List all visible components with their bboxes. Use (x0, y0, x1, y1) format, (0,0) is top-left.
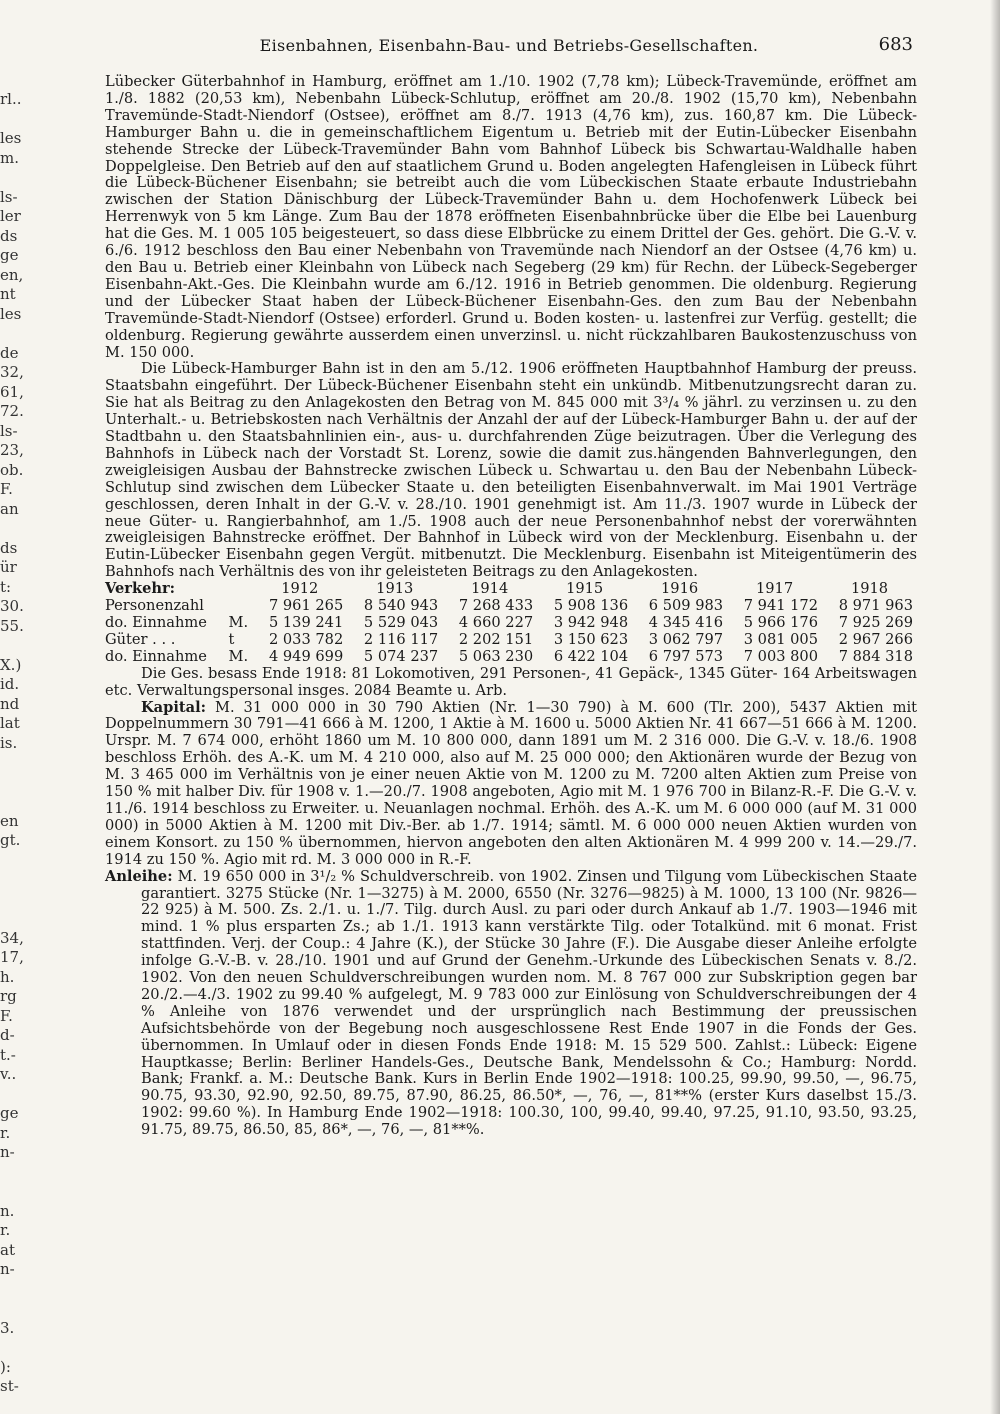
margin-fragment (0, 851, 34, 871)
margin-fragment: nt (0, 285, 16, 303)
margin-fragment: ler (0, 207, 21, 225)
anleihe-label: Anleihe: (105, 867, 173, 885)
year-header: 1917 (755, 580, 794, 598)
verkehr-table (105, 581, 917, 666)
verkehr-cell: 3 150 623 (553, 630, 629, 648)
margin-fragment: 32, (0, 363, 24, 381)
margin-fragment (0, 168, 34, 188)
verkehr-cell: 7 884 318 (838, 647, 913, 665)
verkehr-cell: 5 074 237 (363, 647, 439, 665)
verkehr-cell: 3 942 948 (553, 614, 629, 631)
adjacent-page-margin (0, 90, 34, 1410)
margin-fragment: id. (0, 675, 20, 693)
margin-fragment: 34, (0, 928, 24, 947)
year-header: 1913 (376, 580, 414, 598)
kapital-text: M. 31 000 000 in 30 790 Aktien (Nr. 1—30 790) à M. 600 (Tlr. 200), 5437 Aktien mit Doppelnummern 30 791—41 666 à M. 1200, 1 Aktie à M. 1600 u. 5000 Aktien Nr. 41 667—51 666 à M. 1200. Urspr. M. 7 674 000, erhöht 1860 um M. 10 800 000, dann 1891 um M. 2 316 000. Die G.-V. v. 18./6. 1908 beschloss Erhöh. des A.-K. um M. 4 210 000, also auf M. 25 000 000; den Aktionären wurde der Bezug von M. 3 465 000 im Verhältnis von je einer neuen Aktie von M. 1200 zu M. 7200 alten Aktien zum Preise von 150 % mit halber Div. für 1908 v. 1.—20./7. 1908 angeboten, Agio mit M. 1 976 700 in Bilanz-R.-F. Die G.-V. v. 11./6. 1914 beschloss zu Erweiter. u. Neuanlagen nochmal. Erhöh. des A.-K. um M. 6 000 000 (auf M. 31 000 000) in 5000 Aktien à M. 1200 mit Div.-Ber. ab 1./7. 1914; sämtl. M. 6 000 000 neuen Aktien wurden von einem Konsort. zu 150 % übernommen, hiervon angeboten den alten Aktionären M. 4 999 200 v. 14.—29./7. 1914 zu 150 %. Agio mit rd. M. 3 000 000 in R.-F. (105, 698, 917, 868)
margin-fragment (0, 636, 34, 656)
verkehr-cell: 7 003 800 (743, 647, 819, 665)
anleihe-text: M. 19 650 000 in 3¹/₂ % Schuldverschreib. von 1902. Zinsen und Tilgung vom Lübeckischen Staate garantiert. 3275 Stücke (Nr. 1—3275) à M. 2000, 6550 (Nr. 3276—9825) à M. 1000, 13 100 (Nr. 9826—22 925) à M. 500. Zs. 2./1. u. 1./7. Tilg. durch Ausl. zu pari oder durch Ankauf ab 1./7. 1903—1946 mit mind. 1 % plus ersparten Zs.; ab 1./1. 1913 kann verstärkte Tilg. oder Totalkünd. mit 6 monat. Frist stattfinden. Verj. der Coup.: 4 Jahre (K.), der Stücke 30 Jahre (F.). Die Ausgabe dieser Anleihe erfolgte infolge G.-V.-B. v. 28./10. 1901 und auf Grund der Genehm.-Urkunde des Lübeckischen Senats v. 8./2. 1902. Von den neuen Schuldverschreibungen wurden nom. M. 8 767 000 zur Subskription gegen bar 20./2.—4./3. 1902 zu 99.40 % aufgelegt, M. 9 783 000 zur Einlösung von Schuldverschreibungen der 4 % Anleihe von 1876 verwendet und der ursprünglich nach Bestimmung der preussischen Aufsichtsbehörde von der Begebung noch ausgeschlossene Rest Ende 1907 in die Fonds der Ges. übernommen. In Umlauf oder in diesen Fonds Ende 1918: M. 15 529 500. Zahlst.: Lübeck: Eigene Hauptkasse; Berlin: Berliner Handels-Ges., Deutsche Bank, Mendelssohn & Co.; Hamburg: Nordd. Bank; Frankf. a. M.: Deutsche Bank. Kurs in Berlin Ende 1902—1918: 100.25, 99.90, 99.50, —, 96.75, 90.75, 93.30, 92.90, 92.50, 89.75, 87.90, 86.25, 86.50*, —, 76, —, 81**% (erster Kurs daselbst 15./3. 1902: 99.60 %). In Hamburg Ende 1902—1918: 100.30, 100, 99.40, 99.40, 97.25, 91.10, 93.50, 93.25, 91.75, 89.75, 86.50, 85, 86*, —, 76, —, 81**%. (141, 867, 917, 1139)
verkehr-row (105, 615, 917, 632)
margin-fragment (0, 110, 34, 130)
margin-fragment: ob. (0, 460, 24, 479)
margin-fragment: F. (0, 480, 13, 498)
margin-fragment: les (0, 129, 22, 147)
margin-fragment: ds (0, 226, 18, 245)
verkehr-cell: 2 967 266 (838, 630, 913, 648)
margin-fragment: nd (0, 694, 20, 713)
verkehr-row (105, 649, 917, 666)
margin-fragment: ): (0, 1357, 11, 1376)
margin-fragment: lat (0, 714, 20, 732)
year-header: 1914 (471, 580, 509, 598)
margin-fragment: n- (0, 1260, 15, 1278)
paragraph-bestand: Die Ges. besass Ende 1918: 81 Lokomotiven, 291 Personen-, 41 Gepäck-, 1345 Güter- 164 Arbeitswagen etc. Verwaltungspersonal insges. 2084 Beamte u. Arb. (105, 664, 917, 699)
verkehr-cell: 5 063 230 (458, 647, 534, 665)
margin-fragment: is. (0, 733, 18, 752)
margin-fragment: ür (0, 558, 17, 576)
page-edge-shadow (990, 0, 1000, 1414)
verkehr-row-label: Güter . . . (105, 630, 176, 648)
verkehr-cell: 8 540 943 (363, 597, 439, 615)
margin-fragment: n. (0, 1201, 15, 1220)
verkehr-row-unit (229, 598, 253, 615)
anleihe-section (105, 869, 917, 1140)
verkehr-cell: 6 422 104 (553, 647, 629, 665)
verkehr-cell: 2 202 151 (458, 630, 534, 648)
margin-fragment (0, 1299, 34, 1319)
margin-fragment: r. (0, 1221, 11, 1239)
year-header: 1915 (566, 580, 604, 598)
main-text (105, 74, 917, 1139)
margin-fragment (0, 890, 34, 910)
margin-fragment (0, 1280, 34, 1300)
kapital-label: Kapital: (141, 698, 207, 716)
verkehr-cell: 4 345 416 (648, 614, 724, 631)
verkehr-cell: 7 961 265 (268, 597, 344, 615)
verkehr-row (105, 632, 917, 649)
verkehr-label: Verkehr: (105, 580, 176, 598)
verkehr-cell: 6 797 573 (648, 647, 724, 665)
margin-fragment: les (0, 304, 22, 323)
year-header: 1918 (850, 580, 889, 598)
year-header: 1916 (661, 580, 699, 598)
verkehr-cell: 5 966 176 (743, 614, 819, 631)
margin-fragment: r. (0, 1123, 11, 1142)
margin-fragment: 55. (0, 616, 24, 635)
verkehr-cell: 2 116 117 (363, 630, 439, 648)
margin-fragment: ds (0, 538, 18, 557)
verkehr-cell: 7 268 433 (458, 597, 534, 615)
margin-fragment: ge (0, 1104, 19, 1122)
margin-fragment: 61, (0, 382, 24, 401)
margin-fragment: rl.. (0, 90, 22, 108)
margin-fragment: t.- (0, 1045, 16, 1064)
margin-fragment: v.. (0, 1065, 17, 1083)
margin-fragment: t: (0, 577, 12, 596)
margin-fragment (0, 870, 34, 890)
verkehr-cell: 5 529 043 (363, 614, 439, 631)
margin-fragment: en (0, 811, 19, 830)
verkehr-cell: 5 908 136 (553, 597, 629, 615)
margin-fragment (0, 1338, 34, 1358)
verkehr-cell: 4 949 699 (268, 647, 344, 665)
verkehr-cell: 3 081 005 (743, 630, 819, 648)
margin-fragment (0, 753, 34, 773)
margin-fragment: n- (0, 1143, 15, 1161)
margin-fragment: an (0, 499, 19, 518)
verkehr-cell: 2 033 782 (268, 630, 344, 648)
verkehr-row-unit: M. (228, 614, 249, 631)
kapital-section (105, 700, 917, 869)
year-header: 1912 (281, 580, 319, 598)
margin-fragment (0, 1085, 34, 1105)
verkehr-row-unit: t (228, 630, 235, 648)
margin-fragment: 72. (0, 402, 24, 420)
verkehr-row-unit: M. (228, 647, 249, 665)
verkehr-row-label: do. Einnahme (105, 647, 207, 665)
paragraph-hauptbahnhof: Die Lübeck-Hamburger Bahn ist in den am 5./12. 1906 eröffneten Hauptbahnhof Hamburg der preuss. Staatsbahn eingeführt. Der Lübeck-Büchener Eisenbahn steht ein unkündb. Mitbenutzungsrecht daran zu. Sie hat als Beitrag zu den Anlagekosten den Betrag von M. 845 000 mit 3³/₄ % jährl. zu verzinsen u. zu den Unterhalt.- u. Betriebskosten nach Verhältnis der Anzahl der auf der Lübeck-Hamburger Bahn u. der auf der Stadtbahn u. den Staatsbahnlinien ein-, aus- u. durchfahrenden Züge beizutragen. Über die Verlegung des Bahnhofs in Lübeck nach der Vorstadt St. Lorenz, sowie die damit zus.hängenden Bahnverlegungen, den zweigleisigen Ausbau der Bahnstrecke zwischen Lübeck u. Schwartau u. den Bau der Nebenbahn Lübeck-Schlutup sind zwischen dem Lübecker Staate u. den beteiligten Eisenbahnverwalt. im Mai 1901 Verträge geschlossen, deren Inhalt in der G.-V. v. 28./10. 1901 genehmigt ist. Am 11./3. 1907 wurde in Lübeck der neue Güter- u. Rangierbahnhof, am 1./5. 1908 auch der neue Personenbahnhof nebst der vorerwähnten zweigleisigen Bahnstrecke eröffnet. Der Bahnhof in Lübeck wird von der Mecklenburg. Eisenbahn u. der Eutin-Lübecker Eisenbahn gegen Vergüt. mitbenutzt. Die Mecklenburg. Eisenbahn ist Miteigentümerin des Bahnhofs nach Verhältnis des von ihr geleisteten Beitrags zu den Anlagekosten. (105, 360, 917, 581)
margin-fragment: d- (0, 1026, 15, 1044)
margin-fragment: F. (0, 1006, 13, 1025)
verkehr-row-label: Personenzahl (105, 597, 204, 615)
margin-fragment (0, 324, 34, 344)
margin-fragment: 30. (0, 597, 24, 615)
verkehr-cell: 6 509 983 (648, 597, 724, 615)
verkehr-cell: 4 660 227 (458, 614, 534, 631)
paragraph-lines: Lübecker Güterbahnhof in Hamburg, eröffnet am 1./10. 1902 (7,78 km); Lübeck-Travemünde, eröffnet am 1./8. 1882 (20,53 km), Nebenbahn Lübeck-Schlutup, eröffnet am 20./8. 1902 (15,70 km), Nebenbahn Travemünde-Stadt-Niendorf (Ostsee), eröffnet am 8./7. 1913 (4,76 km), zus. 160,87 km. Die Lübeck-Hamburger Bahn u. die in gemeinschaftlichem Eigentum u. Betrieb mit der Eutin-Lübecker Eisenbahn stehende Strecke der Lübeck-Travemünder Bahn vom Bahnhof Lübeck bis Schwartau-Waldhalle haben Doppelgleise. Den Betrieb auf den auf staatlichem Grund u. Boden angelegten Hafengleisen in Lübeck führt die Lübeck-Büchener Eisenbahn; sie betreibt auch die vom Lübeckischen Staate erbaute Industriebahn zwischen der Station Dänischburg der Lübeck-Travemünder Bahn u. dem Hochofenwerk Lübeck bei Herrenwyk von 5 km Länge. Zum Bau der 1878 eröffneten Eisenbahnbrücke über die Elbe bei Lauenburg hat die Ges. M. 1 005 105 beigesteuert, so dass diese Elbbrücke zu einem Drittel der Ges. gehört. Die G.-V. v. 6./6. 1912 beschloss den Bau einer Nebenbahn von Travemünde nach Niendorf an der Ostsee (4,76 km) u. den Bau u. Betrieb einer Kleinbahn von Lübeck nach Segeberg (29 km) für Rechn. der Lübeck-Segeberger Eisenbahn-Akt.-Ges. Die Kleinbahn wurde am 6./12. 1916 in Betrieb genommen. Die oldenburg. Regierung und der Lübecker Staat haben der Lübeck-Büchener Eisenbahn-Ges. den zum Bau der Nebenbahn Travemünde-Stadt-Niendorf (Ostsee) erforderl. Grund u. Boden kosten- u. lastenfrei zur Verfüg. gestellt; die oldenburg. Regierung gewährte ausserdem einen unverzinsl. u. nicht rückzahlbaren Baukostenzuschuss von M. 150 000. (105, 73, 917, 361)
verkehr-cell: 7 925 269 (838, 614, 913, 631)
running-header (105, 36, 913, 60)
verkehr-body (105, 598, 917, 666)
verkehr-cell: 7 941 172 (743, 597, 819, 615)
margin-fragment: ls- (0, 187, 18, 206)
header-title: Eisenbahnen, Eisenbahn-Bau- und Betriebs-Gesellschaften. (259, 36, 759, 55)
margin-fragment (0, 773, 34, 793)
margin-fragment (0, 792, 34, 812)
margin-fragment: 23, (0, 441, 24, 459)
verkehr-cell: 3 062 797 (648, 630, 724, 648)
margin-fragment (0, 519, 34, 539)
verkehr-header-row (105, 581, 917, 598)
margin-fragment: 17, (0, 948, 24, 966)
margin-fragment (0, 909, 34, 929)
margin-fragment: X.) (0, 655, 22, 674)
margin-fragment: st- (0, 1377, 19, 1395)
margin-fragment (0, 1182, 34, 1202)
margin-fragment: en, (0, 265, 24, 284)
margin-fragment: 3. (0, 1318, 15, 1337)
verkehr-row (105, 598, 917, 615)
margin-fragment: de (0, 343, 19, 362)
margin-fragment: h. (0, 967, 15, 986)
margin-fragment: m. (0, 148, 19, 167)
margin-fragment: rg (0, 987, 17, 1005)
page-number: 683 (878, 34, 913, 55)
margin-fragment: at (0, 1240, 15, 1259)
margin-fragment (0, 1163, 34, 1183)
verkehr-cell: 5 139 241 (268, 614, 344, 631)
margin-fragment: ls- (0, 421, 18, 440)
verkehr-row-label: do. Einnahme (105, 614, 207, 631)
verkehr-cell: 8 971 963 (838, 597, 913, 615)
margin-fragment: gt. (0, 831, 21, 849)
margin-fragment: ge (0, 246, 19, 264)
